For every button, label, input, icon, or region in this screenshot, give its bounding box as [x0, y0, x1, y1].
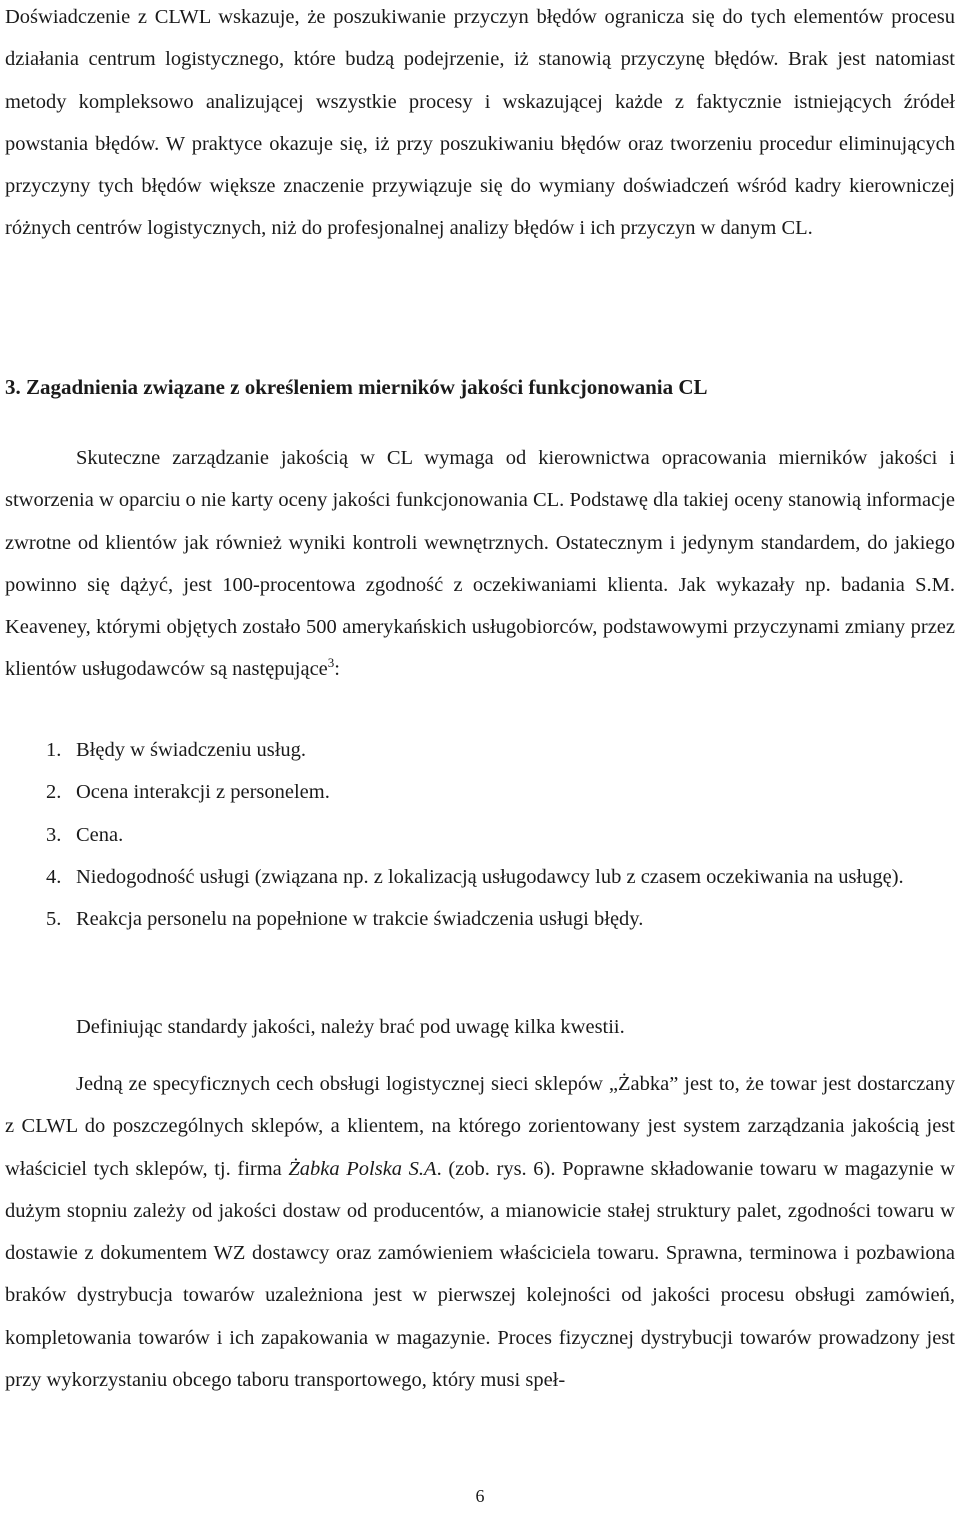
paragraph-text: W praktyce okazuje się, iż przy poszukiwaniu błędów oraz tworzeniu procedur eliminujących przyczyny tych błędów większe znaczenie przywiązuje się do wymiany doświadczeń wśród kadry kierowniczej różnych centrów logistycznych, niż do profesjonalnej analizy błędów i ich przyczyn w danym CL.: [5, 132, 956, 240]
list-item-number: 2.: [46, 781, 62, 804]
list-item: [46, 898, 956, 940]
footnote-reference[interactable]: 3: [327, 655, 335, 671]
page-number: 6: [475, 1486, 485, 1506]
reasons-list: [46, 729, 956, 940]
list-item-text: Cena.: [76, 823, 124, 846]
list-item-text: Reakcja personelu na popełnione w trakcie świadczenia usługi błędy.: [76, 908, 644, 931]
paragraph-standards: Definiując standardy jakości, należy brać pod uwagę kilka kwestii.: [76, 1016, 625, 1038]
paragraph-text: Jedną ze specyficznych cech obsługi logistycznej sieci sklepów „Żabka” jest to, że towar jest dostarczany z CLWL do poszczególnych sklepów, a klientem, na którego zorientowany jest system zarządzania jakością jest właściciel tych sklepów, tj. firma: [5, 1073, 955, 1180]
list-item-text: Błędy w świadczeniu usług.: [76, 739, 307, 761]
list-item-number: 4.: [46, 865, 62, 888]
list-item: [46, 814, 956, 856]
list-item: [46, 729, 956, 771]
list-item-number: 1.: [46, 739, 62, 761]
paragraph-text: Skuteczne zarządzanie jakością w CL wymaga od kierownictwa opracowania mierników jakości i stworzenia w oparciu o nie karty oceny jakości funkcjonowania CL.: [5, 447, 955, 512]
list-item-text: Ocena interakcji z personelem.: [76, 781, 330, 804]
paragraph-text: Doświadczenie z CLWL wskazuje, że poszukiwanie przyczyn błędów ogranicza się do tych elementów procesu działania centrum logistycznego, które budzą podejrzenie, iż stanowią przyczynę błędów. Brak jest natomiast metody kompleksowo analizującej wszystkie procesy i wskazującej każde z faktycznie istniejących źródeł powstania błędów.: [5, 6, 955, 155]
list-item: [46, 856, 956, 898]
section-heading: 3. Zagadnienia związane z określeniem mierników jakości funkcjonowania CL: [5, 375, 708, 399]
paragraph-cl-errors: [5, 0, 955, 250]
paragraph-text: Podstawę dla takiej oceny stanowią informacje zwrotne od klientów jak również wyniki kontroli wewnętrznych. Ostatecznym i jedynym standardem, do jakiego powinno się dążyć, jest 100-procentowa zgodność z oczekiwaniami klienta. Jak wykazały np. badania S.M. Keaveney, którymi objętych zostało 500 amerykańskich usługobiorców, podstawowymi przyczynami zmiany przez klientów usługodawców są następujące: [5, 489, 955, 681]
list-item-number: 3.: [46, 823, 62, 846]
list-item-text: Niedogodność usługi (związana np. z lokalizacją usługodawcy lub z czasem oczekiwania na usługę).: [76, 865, 904, 888]
paragraph-zabka: [5, 1063, 955, 1401]
list-item-number: 5.: [46, 908, 62, 931]
paragraph-quality-management: [5, 437, 955, 691]
paragraph-text: :: [334, 658, 340, 681]
brand-name: Żabka Polska S.A: [288, 1157, 437, 1180]
list-item: [46, 771, 956, 813]
paragraph-text: . (zob. rys. 6). Poprawne składowanie towaru w magazynie w dużym stopniu zależy od jakości dostaw od producentów, a mianowicie stałej struktury palet, zgodności towaru w dostawie z dokumentem WZ dostawcy oraz zamówieniem właściciela towaru. Sprawna, terminowa i pozbawiona braków dystrybucja towarów uzależniona jest w pierwszej kolejności od jakości procesu obsługi zamówień, kompletowania towarów i ich zapakowania w magazynie. Proces fizycznej dystrybucji towarów prowadzony jest przy wykorzystaniu obcego taboru transportowego, który musi speł-: [5, 1157, 955, 1392]
